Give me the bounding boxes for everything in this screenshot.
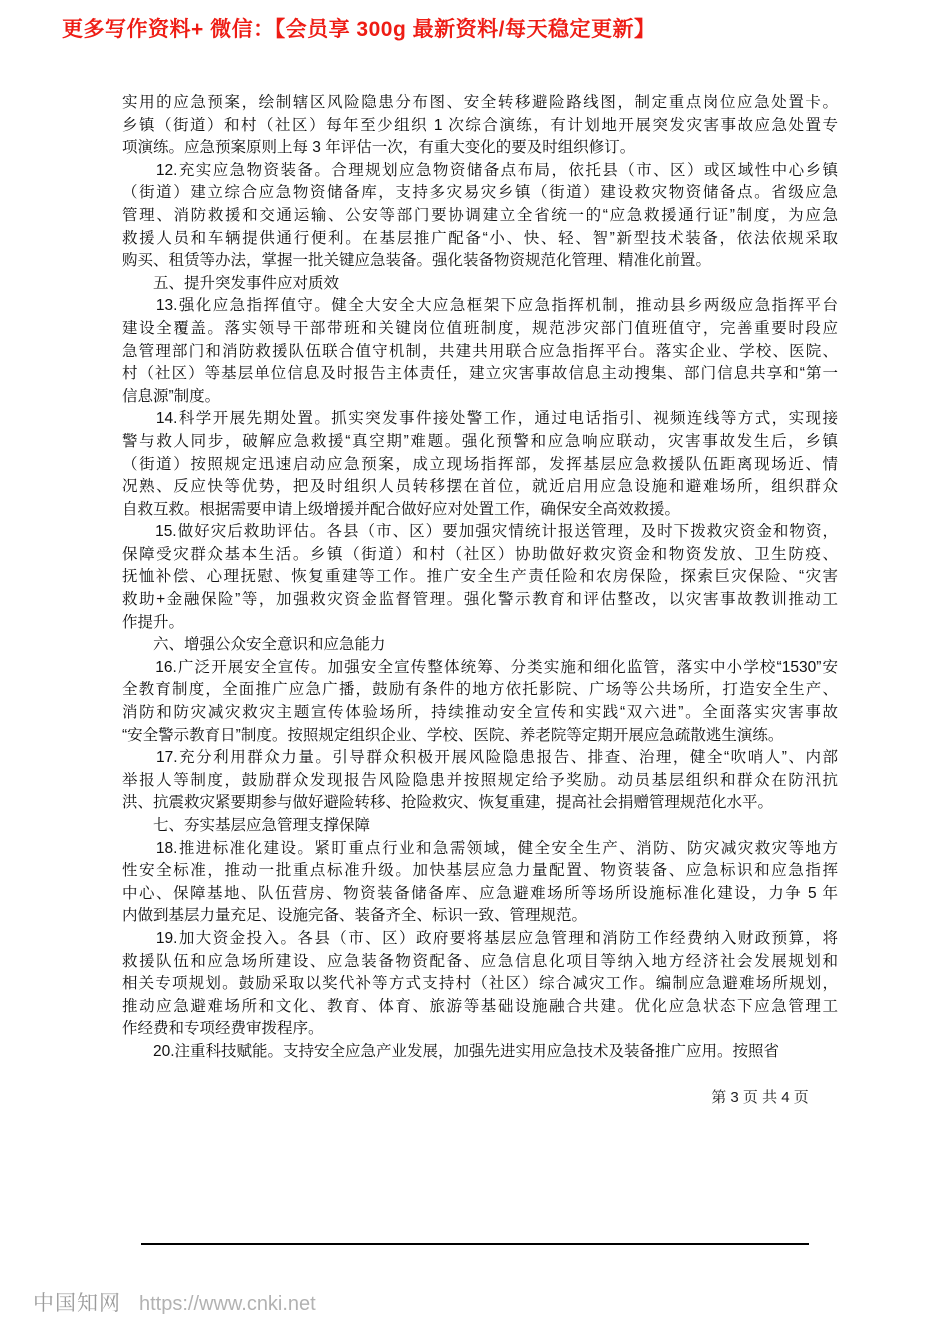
text-line: 13.强化应急指挥值守。健全大安全大应急框架下应急指挥机制，推动县乡两级应急指挥平台: [122, 297, 838, 315]
text-line: 全教育制度，全面推广应急广播，鼓励有条件的地方依托影院、广场等公共场所，打造安全生产、: [122, 681, 838, 699]
text-line: 村（社区）等基层单位信息及时报告主体责任，建立灾害事故信息主动搜集、部门信息共享和“第一: [122, 365, 838, 383]
text-line: 20.注重科技赋能。支持安全应急产业发展，加强先进实用应急技术及装备推广应用。按照省: [122, 1042, 780, 1060]
text-line: （街道）按照规定迅速启动应急预案，成立现场指挥部，发挥基层应急救援队伍距离现场近、情: [122, 455, 838, 473]
text-line: 管理、消防救援和交通运输、公安等部门要协调建立全省统一的“应急救援通行证”制度，为应急: [122, 206, 838, 224]
text-line: 购买、租赁等办法，掌握一批关键应急装备。强化装备物资规范化管理、精准化前置。: [122, 252, 712, 270]
watermark: [33, 1287, 316, 1317]
promo-banner-text: 更多写作资料+ 微信：【会员享 300g 最新资料/每天稳定更新】: [62, 18, 656, 41]
text-line: 建设全覆盖。落实领导干部带班和关键岗位值班制度，规范涉灾部门值班值守，完善重要时段应: [122, 319, 838, 337]
text-line: 16.广泛开展安全宣传。加强安全宣传整体统筹、分类实施和细化监管，落实中小学校“1530”安: [122, 658, 838, 676]
text-line: 推动应急避难场所和文化、教育、体育、旅游等基础设施融合共建。优化应急状态下应急管理工: [122, 997, 838, 1015]
document-body: [122, 92, 838, 1064]
text-line: 15.做好灾后救助评估。各县（市、区）要加强灾情统计报送管理，及时下拨救灾资金和物资，: [122, 523, 838, 541]
cnki-site-url: https://www.cnki.net: [139, 1293, 316, 1315]
text-line: 中心、保障基地、队伍营房、物资装备储备库、应急避难场所等场所设施标准化建设，力争 5 年: [122, 884, 838, 902]
text-line: 七、夯实基层应急管理支撑保障: [122, 817, 371, 834]
text-line: 救援队伍和应急场所建设、应急装备物资配备、应急信息化项目等纳入地方经济社会发展规划和: [122, 952, 838, 970]
text-line: 抚恤补偿、心理抚慰、恢复重建等工作。推广安全生产责任险和农房保险，探索巨灾保险、“灾害: [122, 568, 838, 586]
text-line: 12.充实应急物资装备。合理规划应急物资储备点布局，依托县（市、区）或区域性中心乡镇: [122, 161, 838, 179]
text-line: 五、提升突发事件应对质效: [122, 274, 340, 292]
text-line: 举报人等制度，鼓励群众发现报告风险隐患并按照规定给予奖励。动员基层组织和群众在防汛抗: [122, 771, 838, 789]
text-line: 17.充分利用群众力量。引导群众积极开展风险隐患报告、排查、治理，健全“吹哨人”、内部: [122, 749, 838, 767]
text-line: 项演练。应急预案原则上每 3 年评估一次，有重大变化的要及时组织修订。: [122, 139, 636, 157]
text-line: 消防和防灾减灾救灾主题宣传体验场所，持续推动安全宣传和实践“双六进”。全面落实灾害事故: [122, 704, 838, 722]
text-line: 洪、抗震救灾紧要期参与做好避险转移、抢险救灾、恢复重建，提高社会捐赠管理规范化水平。: [122, 794, 774, 812]
text-line: 性安全标准，推动一批重点标准升级。加快基层应急力量配置、物资装备、应急标识和应急指挥: [122, 862, 838, 880]
text-line: 14.科学开展先期处置。抓实突发事件接处警工作，通过电话指引、视频连线等方式，实现接: [122, 410, 838, 428]
text-line: 内做到基层力量充足、设施完备、装备齐全、标识一致、管理规范。: [122, 907, 588, 925]
text-line: 救助+金融保险”等，加强救灾资金监督管理。强化警示教育和评估整改，以灾害事故教训推动工: [122, 591, 838, 609]
text-line: “安全警示教育日”制度。按照规定组织企业、学校、医院、养老院等定期开展应急疏散逃生演练。: [122, 726, 784, 744]
text-line: 19.加大资金投入。各县（市、区）政府要将基层应急管理和消防工作经费纳入财政预算，将: [122, 929, 838, 947]
page-number: 第 3 页 共 4 页: [711, 1089, 809, 1106]
cnki-site-name: 中国知网: [33, 1292, 121, 1315]
text-line: 救援人员和车辆提供通行便利。在基层推广配备“小、快、轻、智”新型技术装备，依法依规采取: [122, 229, 838, 247]
text-line: 急管理部门和消防救援队伍联合值守机制，共建共用联合应急指挥平台。落实企业、学校、医院、: [122, 342, 838, 360]
text-line: 18.推进标准化建设。紧盯重点行业和急需领域，健全安全生产、消防、防灾减灾救灾等地方: [122, 839, 838, 857]
text-line: 实用的应急预案，绘制辖区风险隐患分布图、安全转移避险路线图，制定重点岗位应急处置卡。: [122, 94, 838, 111]
text-line: 乡镇（街道）和村（社区）每年至少组织 1 次综合演练，有计划地开展突发灾害事故应急处置专: [122, 116, 838, 134]
text-line: 作提升。: [122, 613, 185, 631]
text-line: 作经费和专项经费审拨程序。: [122, 1020, 324, 1038]
text-line: 六、增强公众安全意识和应急能力: [122, 636, 386, 654]
footer-divider: [141, 1243, 809, 1245]
text-line: 况熟、反应快等优势，把及时组织人员转移摆在首位，就近启用应急设施和避难场所，组织群众: [122, 478, 838, 496]
text-line: 相关专项规划。鼓励采取以奖代补等方式支持村（社区）综合减灾工作。编制应急避难场所规划，: [122, 975, 838, 993]
text-line: （街道）建立综合应急物资储备库，支持多灾易灾乡镇（街道）建设救灾物资储备点。省级应急: [122, 184, 838, 202]
text-line: 自救互救。根据需要申请上级增援并配合做好应对处置工作，确保安全高效救援。: [122, 500, 681, 518]
text-line: 警与救人同步，破解应急救援“真空期”难题。强化预警和应急响应联动，灾害事故发生后，乡镇: [122, 432, 838, 450]
text-line: 信息源”制度。: [122, 387, 221, 405]
text-line: 保障受灾群众基本生活。乡镇（街道）和村（社区）协助做好救灾资金和物资发放、卫生防疫、: [122, 545, 838, 563]
